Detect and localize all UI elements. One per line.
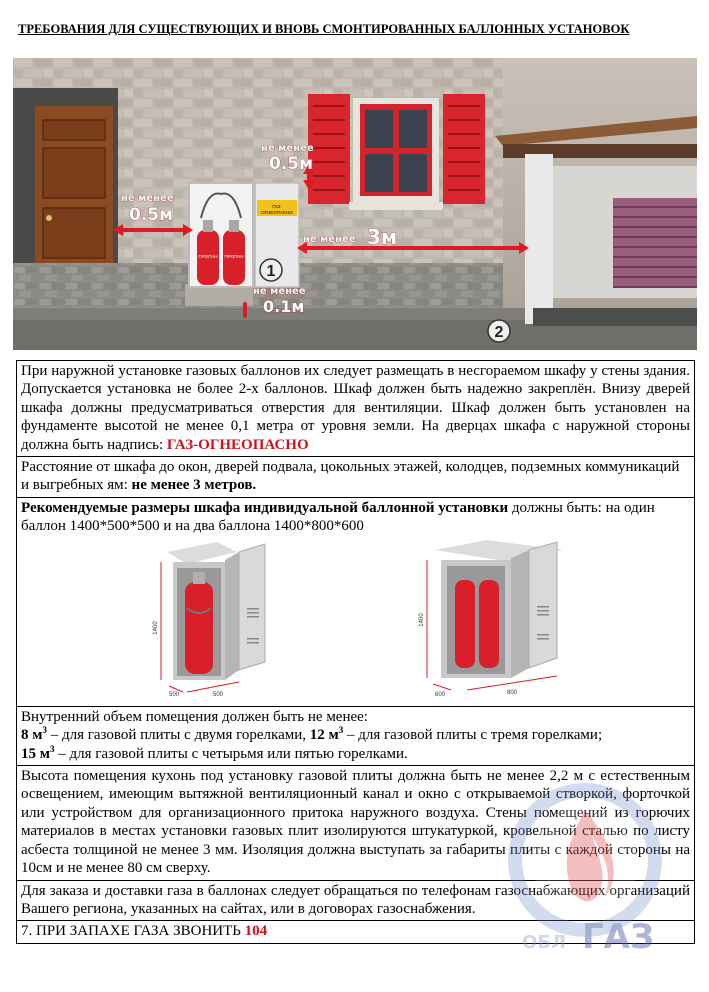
row-text: должны быть: на один баллон 1400*500*500 и на два баллона 1400*800*600: [21, 499, 655, 535]
svg-text:ГАЗ-: ГАЗ-: [272, 204, 282, 209]
volume-15: 15 м: [21, 745, 50, 762]
emergency-text: 7. ПРИ ЗАПАХЕ ГАЗА ЗВОНИТЬ: [21, 923, 245, 940]
volume-12: 12 м: [309, 727, 339, 744]
row-cabinet-sizes: [17, 498, 694, 707]
volume-values: [21, 726, 690, 744]
row-text: Высота помещения кухонь под установку газовой плиты должна быть не менее 2,2 м с естественным освещением, имеющим вытяжной вентиляционный канал и окно с открываемой створкой, форточкой или устройством для организационного притока наружного воздуха. Стены помещений из горючих материалов в местах установки газовых плит изолируются штукатуркой, кровельной сталью по листу асбеста толщиной не менее 3 мм. Изоляция должна выступать за габариты плиты с каждой стороны на 10см и не менее 80 см сверху.: [21, 768, 690, 877]
row-gas-order: [17, 881, 694, 922]
row-kitchen-height: [17, 766, 694, 880]
svg-text:не менее: не менее: [261, 143, 314, 154]
svg-text:1400: 1400: [419, 613, 425, 627]
single-cabinet-diagram: [147, 538, 297, 698]
row-room-volume: [17, 707, 694, 766]
svg-text:ГАЗ: ГАЗ: [582, 917, 655, 955]
installation-illustration: [13, 58, 697, 350]
unit-sup: 3: [338, 725, 344, 736]
svg-text:500: 500: [169, 691, 180, 698]
unit-sup: 3: [49, 743, 55, 754]
row-cabinet-placement: [17, 361, 694, 457]
warning-label: ГАЗ-ОГНЕОПАСНО: [166, 436, 309, 453]
page-title: ТРЕБОВАНИЯ ДЛЯ СУЩЕСТВУЮЩИХ И ВНОВЬ СМОНТИРОВАННЫХ БАЛЛОННЫХ УСТАНОВОК: [18, 22, 630, 36]
svg-text:ОБЛ: ОБЛ: [522, 932, 566, 953]
svg-text:ОГНЕОПАСНО: ОГНЕОПАСНО: [261, 210, 293, 215]
svg-text:ПРОПАН: ПРОПАН: [224, 254, 244, 259]
svg-text:1400: 1400: [153, 621, 159, 635]
svg-text:2: 2: [494, 324, 504, 341]
svg-text:0.1м: 0.1м: [263, 297, 305, 316]
svg-text:600: 600: [435, 691, 446, 698]
sizes-heading: Рекомендуемые размеры шкафа индивидуальной баллонной установки: [21, 499, 509, 516]
svg-text:0.5м: 0.5м: [269, 154, 314, 174]
volume-8-text: – для газовой плиты с двумя горелками,: [46, 727, 310, 744]
volume-intro: Внутренний объем помещения должен быть не менее:: [21, 708, 368, 725]
row-text: Расстояние от шкафа до окон, дверей подвала, цокольных этажей, колодцев, подземных коммуникаций и выгребных ям:: [21, 459, 680, 494]
row-emergency: [17, 921, 694, 942]
svg-text:1: 1: [266, 263, 276, 280]
double-cabinet-diagram: [407, 536, 587, 698]
emergency-number: 104: [244, 923, 268, 940]
svg-text:800: 800: [507, 689, 518, 696]
svg-text:не менее: не менее: [121, 193, 174, 204]
volume-12-text: – для газовой плиты с тремя горелками;: [343, 727, 603, 744]
svg-text:не менее: не менее: [253, 286, 306, 297]
row-distance: [17, 457, 694, 498]
volume-15-text: – для газовой плиты с четырьмя или пятью горелками.: [54, 745, 408, 762]
svg-text:не менее: не менее: [303, 234, 356, 245]
svg-text:0.5м: 0.5м: [129, 205, 174, 225]
volume-8: 8 м: [21, 727, 43, 744]
svg-text:500: 500: [213, 691, 224, 698]
svg-text:ПРОПАН: ПРОПАН: [198, 254, 218, 259]
svg-text:3м: 3м: [367, 225, 398, 249]
row-text: Для заказа и доставки газа в баллонах следует обращаться по телефонам газоснабжающих организаций Вашего региона, указанных на сайтах, или в договорах газоснабжения.: [21, 882, 690, 917]
requirements-table: [16, 360, 695, 944]
unit-sup: 3: [42, 725, 47, 736]
volume-values-2: [21, 745, 690, 763]
distance-value: не менее 3 метров.: [131, 477, 257, 494]
row-text: При наружной установке газовых баллонов их следует размещать в несгораемом шкафу у стены здания. Допускается установка не более 2-х баллонов. Шкаф должен быть надежно закреплён. Внизу дверей шкафа должны предусматриваться отверстия для вентиляции. Шкаф должен быть установлен на фундаменте высотой не менее 0,1 метра от уровня земли. На дверцах шкафа с наружной стороны должна быть надпись:: [21, 363, 690, 453]
